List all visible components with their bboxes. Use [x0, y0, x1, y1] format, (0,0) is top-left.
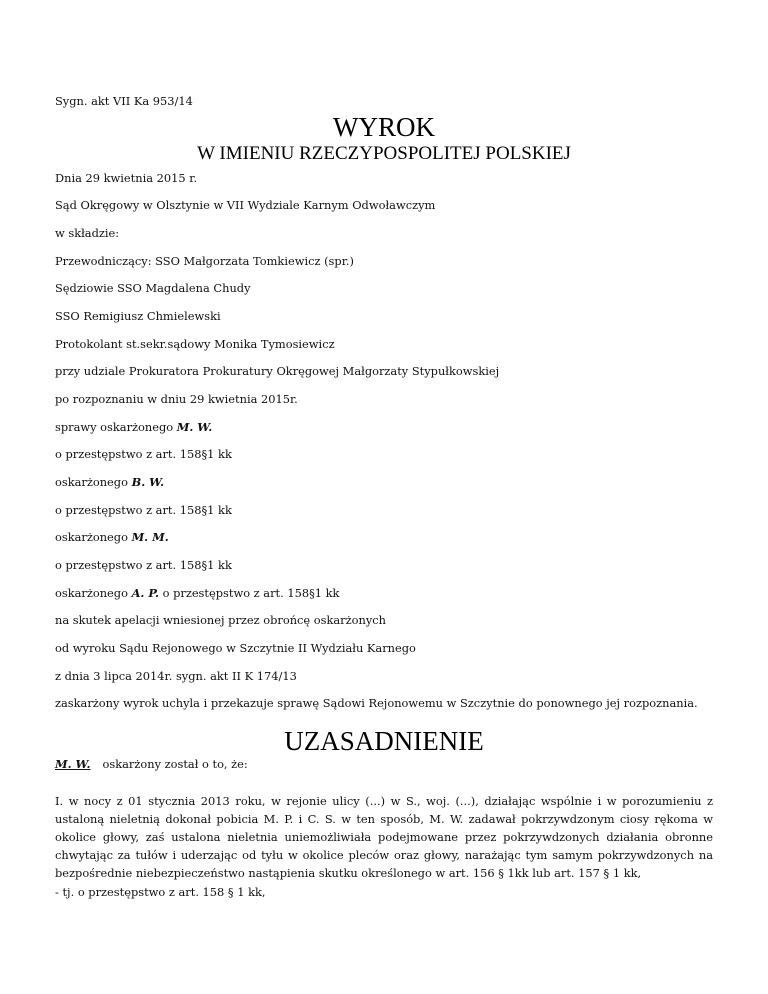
defendant-name: M. M.: [131, 530, 169, 544]
accused-prefix: oskarżonego: [55, 475, 132, 489]
date-line: Dnia 29 kwietnia 2015 r.: [55, 171, 198, 185]
court-line: Sąd Okręgowy w Olsztynie w VII Wydziale Karnym Odwoławczym: [55, 198, 436, 212]
qualification-line: - tj. o przestępstwo z art. 158 § 1 kk,: [55, 885, 266, 899]
case-prefix: sprawy oskarżonego: [55, 420, 177, 434]
defendant-name: M. W.: [55, 757, 91, 771]
document-subtitle: W IMIENIU RZECZYPOSPOLITEJ POLSKIEJ: [197, 143, 571, 164]
defendant-name: B. W.: [131, 475, 165, 489]
prosecutor-line: przy udziale Prokuratora Prokuratury Okręgowej Małgorzaty Stypułkowskiej: [55, 364, 500, 378]
charge-inline: o przestępstwo z art. 158§1 kk: [158, 586, 340, 600]
appeal-line: na skutek apelacji wniesionej przez obrońcę oskarżonych: [55, 613, 386, 627]
case-line: [55, 420, 212, 435]
judges-line: Sędziowie SSO Magdalena Chudy: [55, 281, 251, 295]
clerk-line: Protokolant st.sekr.sądowy Monika Tymosiewicz: [55, 337, 335, 351]
charge-line: o przestępstwo z art. 158§1 kk: [55, 558, 232, 572]
charge-paragraph: I. w nocy z 01 stycznia 2013 roku, w rejonie ulicy (...) w S., woj. (...), działając wspólnie i w porozumieniu z ustaloną nieletnią dokonał pobicia M. P. i C. S. w ten sposób, M. W. zadawał pokrzywdzonym ciosy rękoma w okolice głowy, zaś ustalona nieletnia uniemożliwiała podejmowane przez pokrzywdzonych działania obronne chwytając za tułów i uderzając od tyłu w okolice pleców oraz głowy, narażając tym samym pokrzywdzonych na bezpośrednie niebezpieczeństwo nastąpienia skutku określonego w art. 156 § 1kk lub art. 157 § 1 kk,: [55, 794, 713, 880]
justification-intro: [55, 757, 248, 772]
document-title: WYROK: [333, 112, 435, 142]
judgment-ref-line: od wyroku Sądu Rejonowego w Szczytnie II Wydziału Karnego: [55, 641, 416, 655]
charge-line: o przestępstwo z art. 158§1 kk: [55, 447, 232, 461]
accused-prefix: oskarżonego: [55, 586, 132, 600]
justification-heading: UZASADNIENIE: [284, 726, 484, 756]
defendant-name: A. P.: [131, 586, 159, 600]
accused-line: [55, 475, 164, 490]
defendant-name: M. W.: [176, 420, 213, 434]
accused-line: [55, 530, 169, 545]
accused-line: [55, 586, 339, 601]
accused-prefix: oskarżonego: [55, 530, 132, 544]
charge-line: o przestępstwo z art. 158§1 kk: [55, 503, 232, 517]
ruling-line: zaskarżony wyrok uchyla i przekazuje sprawę Sądowi Rejonowemu w Szczytnie do ponownego jej rozpoznania.: [55, 696, 698, 710]
case-signature: Sygn. akt VII Ka 953/14: [55, 94, 193, 108]
hearing-line: po rozpoznaniu w dniu 29 kwietnia 2015r.: [55, 392, 298, 406]
judgment-date-line: z dnia 3 lipca 2014r. sygn. akt II K 174/13: [55, 669, 297, 683]
accused-text: oskarżony został o to, że:: [102, 757, 248, 771]
judge2-line: SSO Remigiusz Chmielewski: [55, 309, 221, 323]
chair-line: Przewodniczący: SSO Małgorzata Tomkiewicz (spr.): [55, 254, 354, 268]
composition-line: w składzie:: [55, 226, 120, 240]
